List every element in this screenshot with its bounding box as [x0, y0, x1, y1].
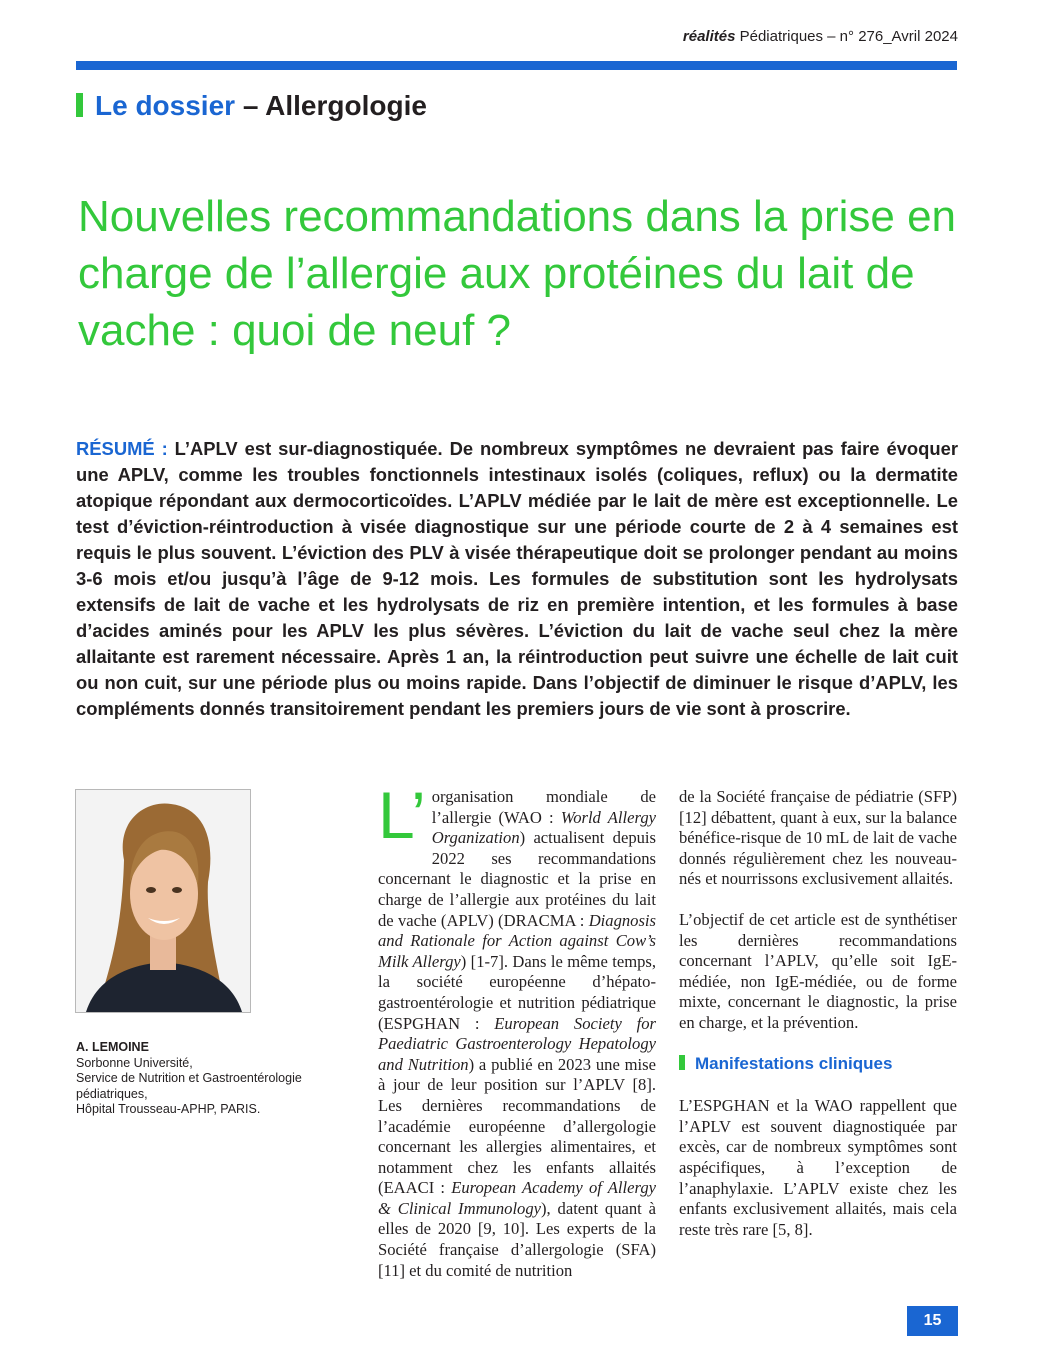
body-text: organisation mondiale de l’allergie (WAO : — [431, 787, 656, 827]
author-block — [76, 1040, 316, 1118]
body-column-1 — [378, 778, 657, 1281]
section-marker — [76, 93, 83, 117]
drop-cap: L’ — [378, 778, 426, 852]
journal-brand: réalités — [682, 28, 736, 45]
section-label: Le dossier — [95, 90, 236, 121]
abstract-text: L’APLV est sur-diagnostiquée. De nombreux symptômes ne devraient pas faire évoquer une APLV, comme les troubles fonctionnels intestinaux isolés (coliques, reflux) ou la dermatite atopique répondant aux dermocorticoïdes. L’APLV médiée par le lait de mère est exceptionnelle. Le test d’éviction-réintroduction à visée diagnostique sur une période courte de 2 à 4 semaines est requis le plus souvent. L’éviction des PLV à visée thérapeutique doit se prolonger pendant au moins 3-6 mois et/ou jusqu’à l’âge de 9-12 mois. Les formules de substitution sont les hydrolysats extensifs de lait de vache et les hydrolysats de riz en première intention, et les formules à base d’acides aminés pour les APLV les plus sévères. L’éviction du lait de vache seul chez la mère allaitante est rarement nécessaire. Après 1 an, la réintroduction peut suivre une échelle de lait cuit ou non cuit, sur une période plus ou moins rapide. Dans l’objectif de diminuer le risque d’APLV, les compléments donnés transitoirement pendant les premiers jours de vie sont à proscrire. — [76, 438, 959, 719]
body-italic: Diagnosis and Rationale for Action against Cow’s Milk Allergy — [378, 910, 656, 971]
author-affiliation-1: Sorbonne Université, — [76, 1055, 193, 1070]
author-affiliation-3: Hôpital Trousseau-APHP, PARIS. — [76, 1102, 261, 1116]
running-head — [683, 28, 958, 45]
body-text: ) [1-7]. Dans le même temps, la société européenne d’hépato-gastroentérologie et nutrition pédiatrique (ESPGHAN : — [378, 951, 657, 1033]
body-paragraph: L’objectif de cet article est de synthétiser les dernières recommandations concernant l’APLV, qu’elle soit IgE-médiée, non IgE-médiée, ou de forme mixte, concernant le diagnostic, la prise en charge, et la prévention. — [679, 909, 957, 1032]
journal-issue: Pédiatriques – n° 276_Avril 2024 — [735, 28, 958, 45]
subsection-heading — [679, 1054, 957, 1075]
author-name: A. LEMOINE — [76, 1040, 149, 1054]
body-text: ), datent quant à elles de 2020 [9, 10]. Les experts de la Société française d’allergologie (SFA) [11] et du comité de nutrition — [378, 1198, 656, 1280]
body-text: ) a publié en 2023 une mise à jour de leur position sur l’APLV [8]. Les dernières recommandations de l’académie européenne d’allergologie concernant les allergies alimentaires, et notamment chez les enfants allaités (EAACI : — [378, 1054, 656, 1198]
section-dash: – — [235, 90, 266, 121]
author-photo — [75, 789, 251, 1013]
author-affiliation-2: Service de Nutrition et Gastroentérologie pédiatriques, — [76, 1071, 302, 1101]
abstract — [76, 436, 958, 722]
body-paragraph: de la Société française de pédiatrie (SFP) [12] débattent, quant à eux, sur la balance bénéfice-risque de 10 mL de lait de vache donnés régulièrement chez les nouveau-nés et nourrissons exclusivement allaités. — [679, 787, 957, 889]
article-title: Nouvelles recommandations dans la prise en charge de l’allergie aux protéines du lait de vache : quoi de neuf ? — [78, 192, 957, 355]
author-portrait-image — [76, 790, 250, 1012]
page-number: 15 — [907, 1306, 958, 1336]
body-italic: European Society for Paediatric Gastroenterology Hepatology and Nutrition — [378, 1013, 656, 1074]
section-topic: Allergologie — [265, 90, 427, 121]
subsection-title: Manifestations cliniques — [695, 1053, 893, 1073]
abstract-label: RÉSUMÉ : — [76, 438, 168, 459]
subsection-marker — [679, 1055, 685, 1070]
body-italic: European Academy of Allergy & Clinical Immunology — [378, 1178, 656, 1218]
section-heading — [76, 90, 427, 122]
top-rule — [76, 61, 957, 70]
body-paragraph: L’ESPGHAN et la WAO rappellent que l’APLV est souvent diagnostiquée par excès, car de nombreux symptômes sont aspécifiques, à l’exception de l’anaphylaxie. L’APLV existe chez les enfants exclusivement allaités, mais cela reste très rare [5, 8]. — [679, 1096, 957, 1239]
body-column-2 — [679, 787, 957, 1260]
body-text: ) actualisent depuis 2022 ses recommandations concernant le diagnostic et la prise en charge de l’allergie aux protéines du lait de vache (APLV) (DRACMA : — [378, 828, 656, 930]
body-italic: World Allergy Organization — [431, 807, 656, 848]
